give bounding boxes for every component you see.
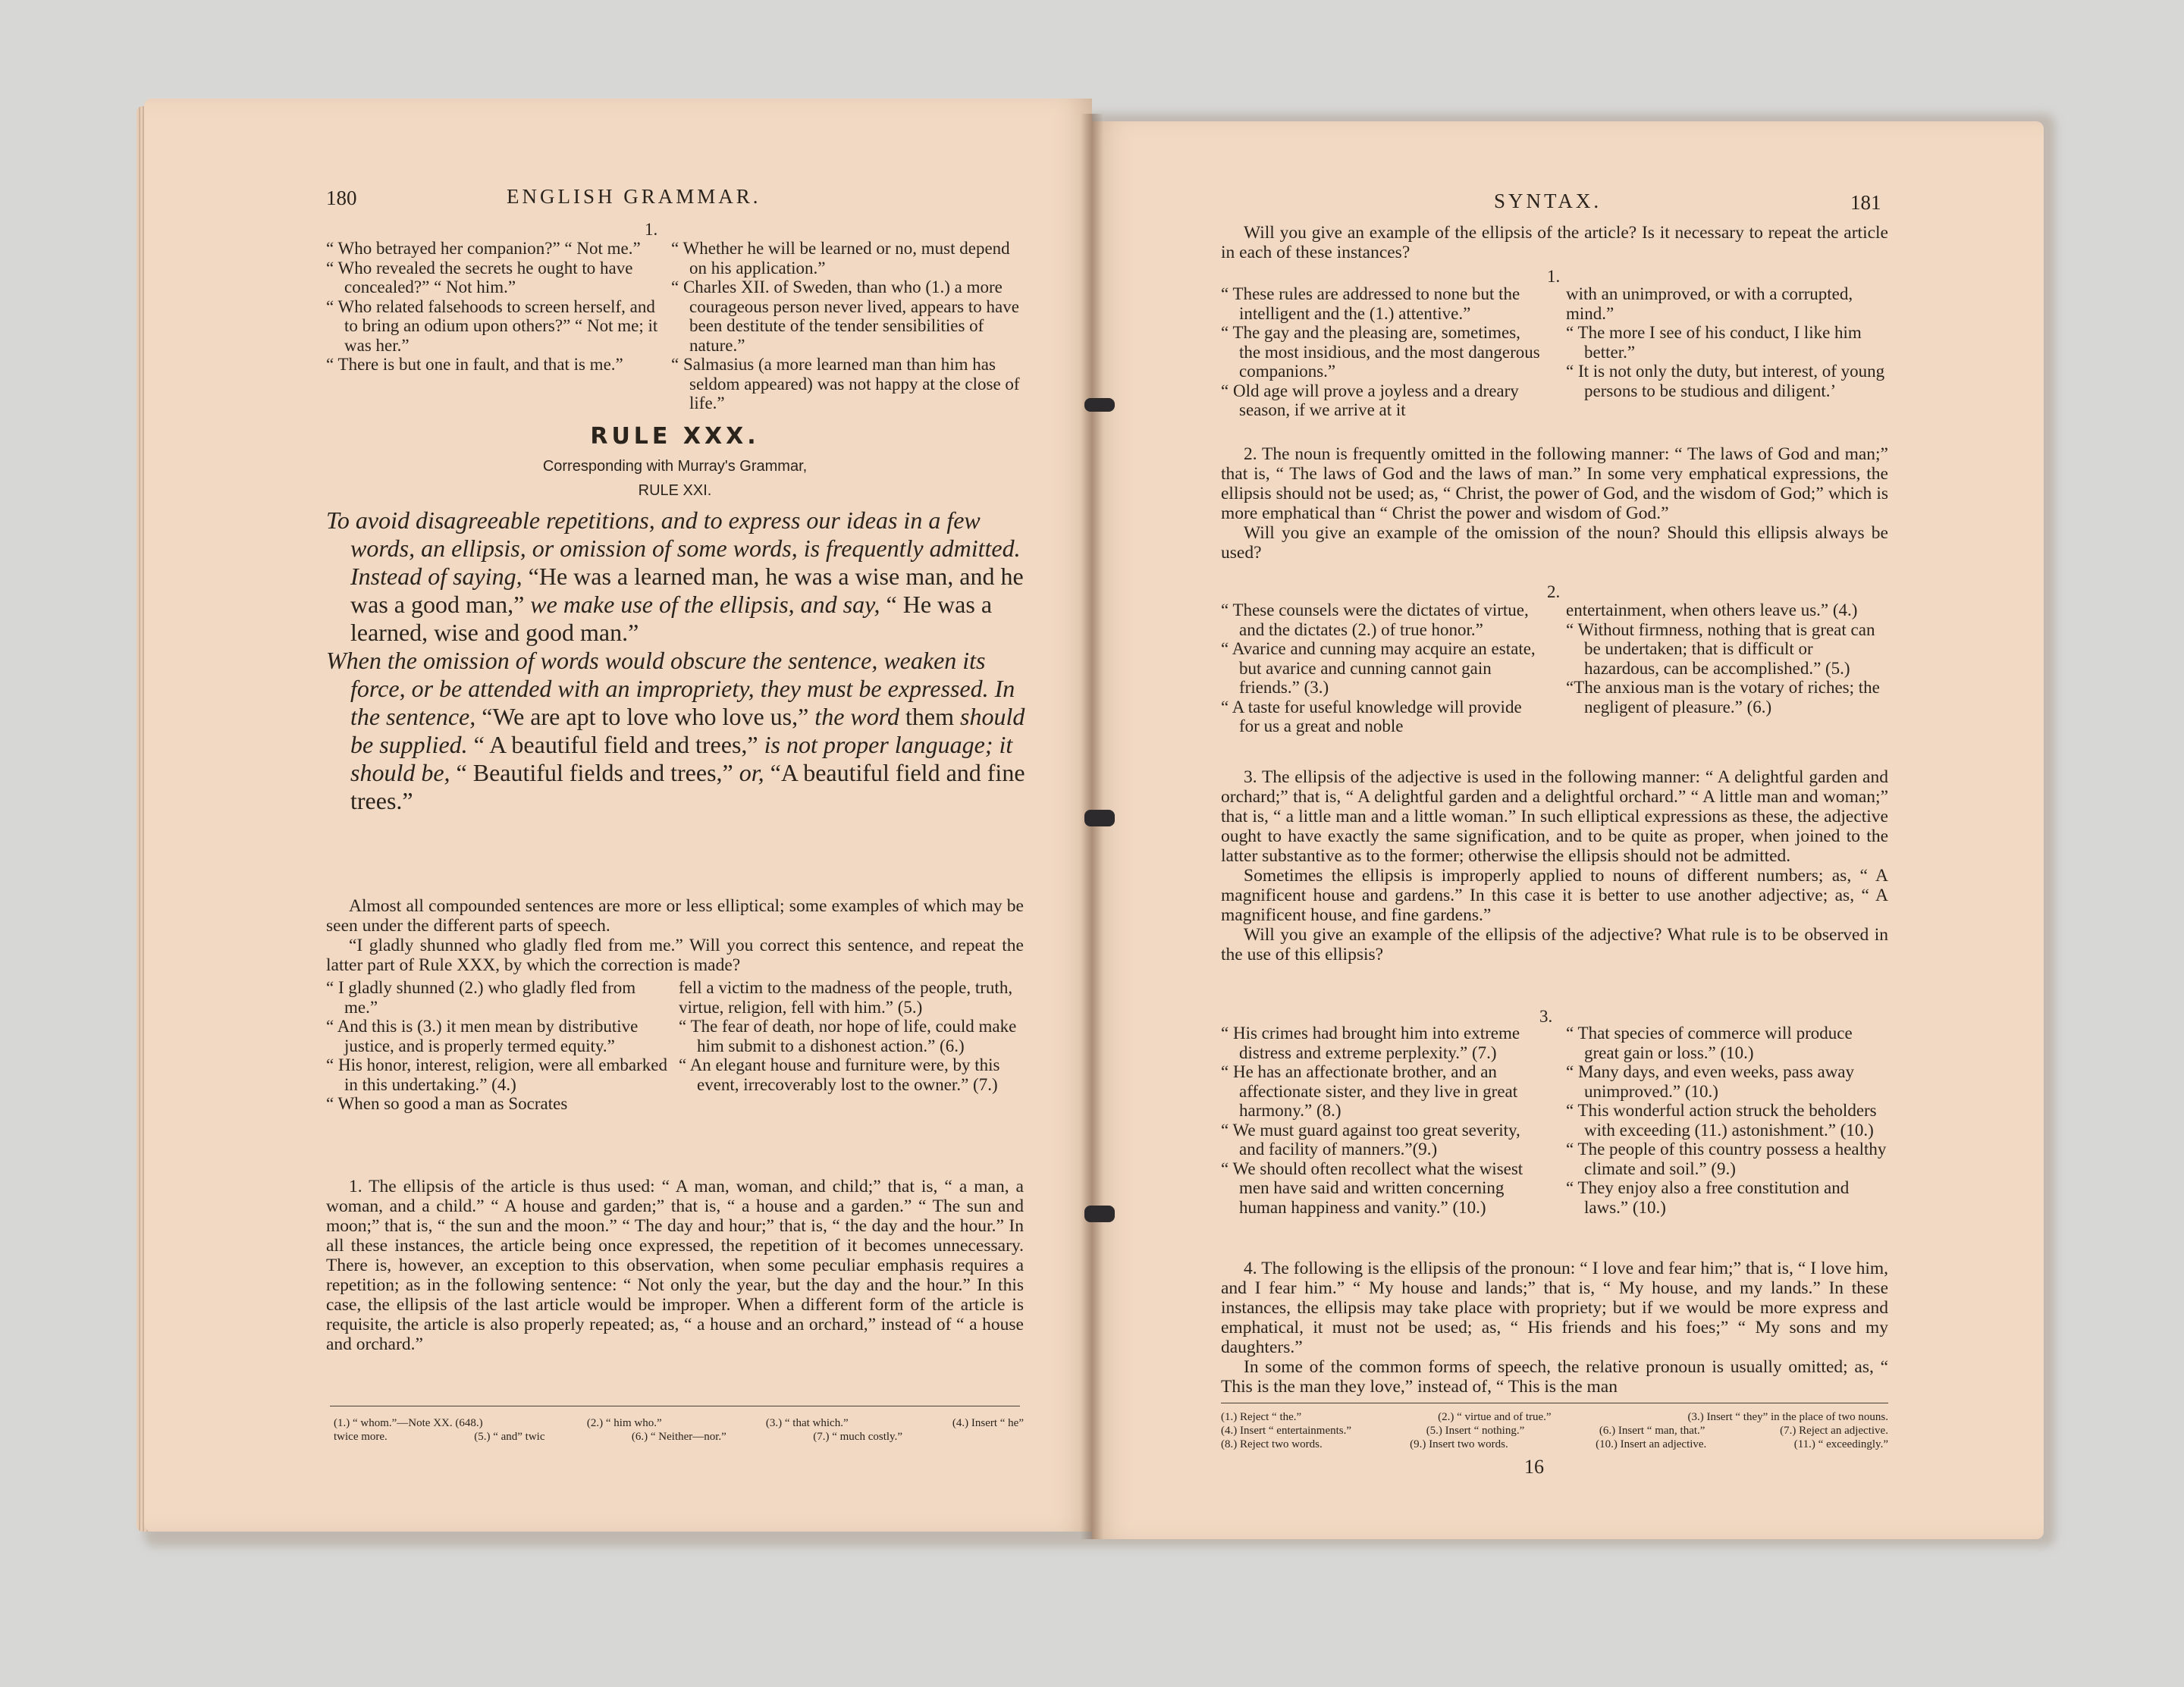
example-item: “ Without firmness, nothing that is great can be undertaken; that is difficult or hazardous, can be accomplished.” (5.) [1566, 619, 1875, 678]
rule-statement [326, 506, 1028, 815]
paragraph: “I gladly shunned who gladly fled from me.” Will you correct this sentence, and repeat the latter part of Rule XXX, by which the correction is made? [326, 936, 1024, 975]
paragraph: 1. The ellipsis of the article is thus used: “ A man, woman, and child;” that is, “ a man, a woman, and a child.” “ A house and garden;” that is, “ a house and a garden.” “ The sun and moon;” that is, “ the sun and the moon.” “ The day and hour;” that is, “ the day and the hour.” In all these instances, the article being once expressed, the repetition of it becomes unnecessary. There is, however, an exception to this observation, when some peculiar emphasis requires a repetition; as in the following sentence: “ Not only the year, but the day and the hour.” In this case, the ellipsis of the last article would be improper. When a different form of the article is requisite, the article is also properly repeated; as, “ a house and an orchard,” instead of “ a house and orchard.” [326, 1177, 1024, 1354]
book-gutter [1081, 114, 1103, 1539]
example-item: “ They enjoy also a free constitution and laws.” (10.) [1566, 1178, 1850, 1217]
footnote: (1.) “ whom.”—Note XX. (648.) [334, 1417, 483, 1429]
left-footnotes [334, 1416, 1024, 1444]
exercise-item: “ His honor, interest, religion, were all embarked in this undertaking.” (4.) [326, 1055, 667, 1094]
example-item: “ Charles XII. of Sweden, than who (1.) a more courageous person never lived, appears to have been destitute of the tender sensibilities of nature.” [671, 278, 1019, 355]
rule-example: “He was a learned man, he was a wise man, and he was a good man,” [350, 563, 1024, 618]
footnote: (11.) “ exceedingly.” [1793, 1438, 1888, 1450]
question-1 [1221, 223, 1888, 262]
left-exercise-col-a [326, 978, 667, 1114]
rule-text: is not proper language; it should be, [350, 731, 1013, 786]
footnote: (6.) Insert “ man, that.” [1599, 1425, 1705, 1437]
example-item: “ Many days, and even weeks, pass away unimproved.” (10.) [1566, 1062, 1855, 1101]
left-running-header: ENGLISH GRAMMAR. [507, 185, 761, 208]
example-item: “ Who betrayed her companion?” “ Not me.” [326, 239, 641, 258]
example-item: “ The people of this country possess a healthy climate and soil.” (9.) [1566, 1140, 1887, 1178]
example-item: “ These rules are addressed to none but the intelligent and the (1.) attentive.” [1221, 284, 1520, 323]
example-item: “ There is but one in fault, and that is me.” [326, 355, 623, 374]
left-examples-col-a [326, 239, 660, 375]
rule-number-murray: RULE XXI. [638, 482, 712, 499]
example-item: “ Whether he will be learned or no, must depend on his application.” [671, 239, 1010, 278]
rule-subtitle: Corresponding with Murray's Grammar, [542, 458, 808, 475]
example-number-1: 1. [1547, 267, 1561, 286]
footnote: (2.) “ him who.” [586, 1417, 662, 1429]
right-footnotes [1221, 1410, 1888, 1451]
example-number-1: 1. [645, 220, 658, 239]
footnote: (1.) Reject “ the.” [1221, 1411, 1302, 1423]
rule-text: or, [739, 759, 764, 786]
rule-text: we make use of the ellipsis, and say, [530, 591, 880, 618]
example-item: “ We must guard against too great severity, and facility of manners.”(9.) [1221, 1120, 1520, 1159]
adjective-section [1221, 767, 1888, 964]
example-item: “ The more I see of his conduct, I like him better.” [1566, 323, 1862, 362]
example-number-2: 2. [1547, 582, 1561, 601]
rule-title: RULE XXX. [590, 423, 760, 450]
right-examples-1-col-b [1566, 284, 1888, 400]
example-item: “ Avarice and cunning may acquire an estate, but avarice and cunning cannot gain friends.” (3.) [1221, 639, 1536, 697]
example-item: “ His crimes had brought him into extreme distress and extreme perplexity.” (7.) [1221, 1024, 1520, 1062]
noun-section [1221, 444, 1888, 563]
footnote: (7.) “ much costly.” [813, 1431, 902, 1443]
right-examples-3-col-b [1566, 1024, 1888, 1217]
question: Will you give an example of the omission of the noun? Should this ellipsis always be used? [1221, 523, 1888, 563]
left-examples-col-b [671, 239, 1020, 413]
paragraph: 2. The noun is frequently omitted in the following manner: “ The laws of God and man;” that is, “ The laws of God and the laws of man.” In some very emphatical expressions, the ellipsis should not be used; as, “ Christ, the power of God, and the wisdom of God;” which is more emphatical than “ Christ the power and wisdom of God.” [1221, 444, 1888, 523]
binding-stitch [1084, 398, 1115, 412]
left-body-paragraphs [326, 896, 1024, 975]
paragraph: In some of the common forms of speech, the relative pronoun is usually omitted; as, “ This is the man they love,” instead of, “ This is the man [1221, 1357, 1888, 1397]
right-examples-3-col-a [1221, 1024, 1547, 1217]
example-item: “ That species of commerce will produce great gain or loss.” (10.) [1566, 1024, 1853, 1062]
left-body-article [326, 1177, 1024, 1354]
exercise-item: “ The fear of death, nor hope of life, could make him submit to a dishonest action.” (6.) [679, 1017, 1017, 1055]
rule-text: When the omission of words would obscure the sentence, weaken its force, or be attended with an impropriety, they must be expressed. In the sentence, [326, 647, 1015, 730]
right-page-number: 181 [1850, 191, 1881, 214]
example-item: “ He has an affectionate brother, and an affectionate sister, and they live in great harmony.” (8.) [1221, 1062, 1518, 1120]
footnote: (10.) Insert an adjective. [1596, 1438, 1707, 1450]
rule-text: To avoid disagreeable repetitions, and to express our ideas in a few words, an ellipsis, or omission of some words, is frequently admitted. Instead of saying, [326, 506, 1021, 590]
example-item: “ The gay and the pleasing are, sometimes, the most insidious, and the most dangerous companions.” [1221, 323, 1540, 381]
rule-example: “We are apt to love who love us,” [482, 703, 809, 730]
exercise-item: “ And this is (3.) it men mean by distributive justice, and is properly termed equity.” [326, 1017, 639, 1055]
right-running-header: SYNTAX. [1494, 190, 1602, 212]
right-examples-2-col-b [1566, 600, 1888, 717]
footnote: (6.) “ Neither—nor.” [631, 1431, 726, 1443]
signature-mark: 16 [1524, 1456, 1544, 1478]
rule-example: “A beautiful field and fine trees.” [350, 759, 1025, 814]
footnote: (2.) “ virtue and of true.” [1438, 1411, 1552, 1423]
paragraph: 4. The following is the ellipsis of the pronoun: “ I love and fear him;” that is, “ I love him, and I fear him.” “ My house and lands;” that is, “ My house, and my lands.” In these instances, the ellipsis may take place with propriety; but if we would be more express and emphatical, it must not be used; as, “ His friends and his foes;” “ My sons and my daughters.” [1221, 1259, 1888, 1357]
exercise-item: “ I gladly shunned (2.) who gladly fled from me.” [326, 978, 636, 1017]
paragraph: Sometimes the ellipsis is improperly applied to nouns of different numbers; as, “ A magnificent house and gardens.” In this case it is better to use another adjective; as, “ A magnificent house, and fine gardens.” [1221, 866, 1888, 925]
example-item: “ This wonderful action struck the beholders with exceeding (11.) astonishment.” (10.) [1566, 1101, 1877, 1140]
exercise-item: fell a victim to the madness of the people, truth, virtue, religion, fell with him.” (5.) [679, 978, 1013, 1017]
footnote: (3.) Insert “ they” in the place of two nouns. [1687, 1411, 1888, 1423]
right-examples-2-col-a [1221, 600, 1543, 736]
example-number-3: 3. [1539, 1007, 1553, 1026]
rule-example: “ Beautiful fields and trees,” [456, 759, 733, 786]
right-examples-1-col-a [1221, 284, 1543, 420]
footnote: (5.) “ and” twic [474, 1431, 545, 1443]
footnote: (4.) Insert “ entertainments.” [1221, 1425, 1352, 1437]
example-item: “ Who related falsehoods to screen herself, and to bring an odium upon others?” “ Not me; it was her.” [326, 296, 658, 355]
example-item: “The anxious man is the votary of riches; the negligent of pleasure.” (6.) [1566, 678, 1880, 717]
footnote: (5.) Insert “ nothing.” [1426, 1425, 1525, 1437]
rule-text: the word [814, 703, 899, 730]
rule-text: should be supplied. [350, 703, 1025, 758]
footnote: twice more. [334, 1431, 388, 1443]
exercise-item: “ An elegant house and furniture were, by this event, irrecoverably lost to the owner.” (7.) [679, 1055, 1000, 1094]
footnote: (8.) Reject two words. [1221, 1438, 1323, 1450]
footnote: (4.) Insert “ he” [952, 1417, 1024, 1429]
rule-example: “ A beautiful field and trees,” [473, 731, 758, 758]
example-item: “ These counsels were the dictates of virtue, and the dictates (2.) of true honor.” [1221, 600, 1529, 639]
pronoun-section [1221, 1259, 1888, 1397]
paragraph: 3. The ellipsis of the adjective is used in the following manner: “ A delightful garden and orchard;” that is, “ A delightful garden and a delightful orchard.” “ A little man and woman;” that is, “ a little man and a little woman.” In such elliptical expressions as these, the adjective ought to have exactly the same signification, and to be quite as proper, when joined to the latter substantive as to the former; otherwise the ellipsis should not be admitted. [1221, 767, 1888, 866]
example-item: with an unimproved, or with a corrupted, mind.” [1566, 284, 1853, 323]
rule-example: them [905, 703, 954, 730]
example-item: “ Who revealed the secrets he ought to have concealed?” “ Not him.” [326, 258, 633, 296]
left-exercise-col-b [679, 978, 1024, 1094]
example-item: “ Salmasius (a more learned man than him has seldom appeared) was not happy at the close of life.” [671, 355, 1020, 412]
question: Will you give an example of the ellipsis of the article? Is it necessary to repeat the article in each of these instances? [1221, 223, 1888, 262]
footnote: (9.) Insert two words. [1410, 1438, 1508, 1450]
left-page [144, 99, 1092, 1532]
exercise-item: “ When so good a man as Socrates [326, 1094, 568, 1113]
right-page [1092, 121, 2044, 1539]
paragraph: Almost all compounded sentences are more or less elliptical; some examples of which may be seen under the different parts of speech. [326, 896, 1024, 936]
binding-stitch [1084, 810, 1115, 826]
rule-example: “ He was a learned, wise and good man.” [350, 591, 993, 646]
example-item: “ It is not only the duty, but interest, of young persons to be studious and diligent.’ [1566, 362, 1885, 400]
example-item: entertainment, when others leave us.” (4.) [1566, 600, 1858, 619]
example-item: “ We should often recollect what the wisest men have said and written concerning human happiness and vanity.” (10.) [1221, 1159, 1523, 1217]
binding-stitch [1084, 1206, 1115, 1222]
left-page-number: 180 [326, 187, 357, 209]
question: Will you give an example of the ellipsis of the adjective? What rule is to be observed in the use of this ellipsis? [1221, 925, 1888, 964]
example-item: “ Old age will prove a joyless and a dreary season, if we arrive at it [1221, 381, 1519, 419]
footnote: (3.) “ that which.” [765, 1417, 849, 1429]
footnote: (7.) Reject an adjective. [1780, 1425, 1888, 1437]
example-item: “ A taste for useful knowledge will provide for us a great and noble [1221, 697, 1522, 735]
